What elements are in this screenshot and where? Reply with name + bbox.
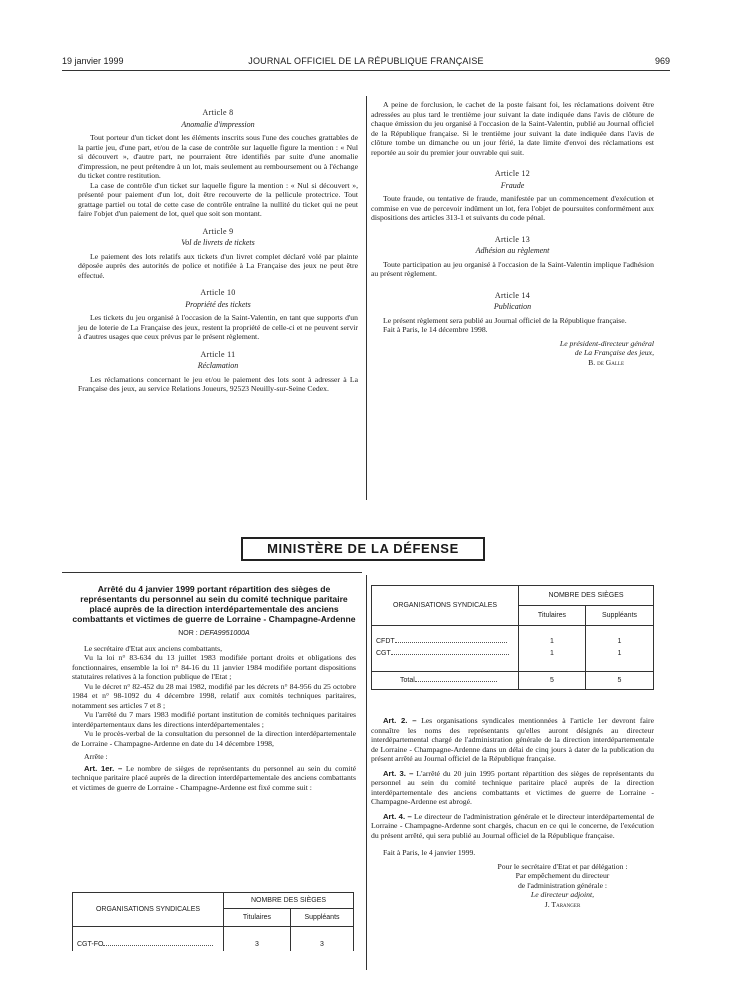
table-right-header-group: NOMBRE DES SIÈGES xyxy=(519,586,654,606)
arrete-top-rule xyxy=(62,572,362,573)
article-9-para-1: Le paiement des lots relatifs aux tickets d'un livret complet déclaré volé par plainte déposée auprès des autorités de police et notifiée à La Française des jeux ne peut être effectué. xyxy=(78,251,358,280)
table-right-row-1-org: CFDT xyxy=(376,638,395,645)
article-13-para-1: Toute participation au jeu organisé à l'occasion de la Saint-Valentin implique l'adhésion au présent règlement. xyxy=(371,259,654,278)
article-14-subtitle: Publication xyxy=(493,302,532,311)
table-right-row-2-sup: 1 xyxy=(586,648,654,660)
signature-line-4: Le directeur adjoint, xyxy=(530,890,595,899)
header-date: 19 janvier 1999 xyxy=(62,56,124,66)
fait-a-paris-top: Fait à Paris, le 14 décembre 1998. xyxy=(383,325,488,334)
arrete-word: Arrête : xyxy=(84,752,108,761)
table-right-row-2-org: CGT xyxy=(376,650,391,657)
table-right-header-org: ORGANISATIONS SYNDICALES xyxy=(372,586,519,626)
signature-line-2: Par empêchement du directeur xyxy=(515,871,610,880)
arrete-para-4: Vu l'arrêté du 7 mars 1983 modifié portant institution de comités techniques paritaires interdépartementaux dans les directions interdépartementales ; xyxy=(72,710,356,729)
article-12-title: Article 12 xyxy=(494,169,531,178)
article-9-title: Article 9 xyxy=(202,226,234,236)
table-total-row xyxy=(372,672,654,690)
arrete-title: Arrêté du 4 janvier 1999 portant répartition des sièges de représentants du personnel au sein du comité technique paritaire placé auprès de la direction interdépartementale des anciens combattants et victimes de guerre de Lorraine - Champagne-Ardenne xyxy=(72,584,356,624)
arrete-para-1: Le secrétaire d'Etat aux anciens combattants, xyxy=(84,643,222,653)
article-8-para-1: Tout porteur d'un ticket dont les éléments inscrits sous l'une des couches grattables de la partie jeu, d'une part, et/ou de la case de contrôle sur laquelle figure la mention : « Nul si découvert », d'autre part, ne pourraient être identifiés par suite d'une anomalie d'impression, ne peut prétendre à un lot, mais seulement au remboursement ou à l'échange du ticket contre restitution. xyxy=(78,133,358,180)
table-right-header-suppleants: Suppléants xyxy=(586,606,654,626)
header-journal-title: JOURNAL OFFICIEL DE LA RÉPUBLIQUE FRANÇAISE xyxy=(248,56,484,66)
table-right-total-label: Total xyxy=(400,677,415,684)
table-left-row-tit: 3 xyxy=(224,939,291,951)
ministry-banner: MINISTÈRE DE LA DÉFENSE xyxy=(241,537,485,561)
table-row xyxy=(73,939,354,951)
signature-line-3: de l'administration générale : xyxy=(517,880,608,890)
article-14-para-1: Le présent règlement sera publié au Journal officiel de la République française. xyxy=(383,315,627,325)
signature-name-top: B. de Galle xyxy=(588,357,624,367)
article-10-title: Article 10 xyxy=(200,288,236,297)
article-2-label: Art. 2. – xyxy=(383,716,417,725)
table-right-total-sup: 5 xyxy=(586,672,654,690)
nor-reference xyxy=(72,629,356,639)
arrete-column-right xyxy=(371,716,654,909)
article-1 xyxy=(72,764,356,793)
arrete-para-2: Vu la loi n° 83-634 du 13 juillet 1983 modifiée portant droits et obligations des fonctionnaires, ensemble la loi n° 84-16 du 11 janvier 1984 modifiée portant dispositions statutaires relatives à la fonction publique de l'Etat ; xyxy=(72,653,356,681)
sieges-table-right xyxy=(371,585,654,690)
table-left-header-group: NOMBRE DES SIÈGES xyxy=(224,893,354,909)
article-3-label: Art. 3. – xyxy=(383,768,414,778)
reclamation-intro: A peine de forclusion, le cachet de la poste faisant foi, les réclamations doivent être adressées au plus tard le trentième jour suivant la date indiquée dans l'avis de clôture de chaque émission du jeu organisé à l'occasion de la Saint-Valentin, publié au Journal officiel de la République française. Si le trentième jour suivant la date indiquée dans l'avis de clôture tombe un dimanche ou un jour férié, la date limite d'envoi des réclamations est reportée au soir du premier jour ouvrable qui suit. xyxy=(371,100,654,157)
table-right-total-tit: 5 xyxy=(519,672,586,690)
top-left-column xyxy=(78,100,358,394)
nor-code: DEFA9951000A xyxy=(199,630,250,637)
table-left-header-suppleants: Suppléants xyxy=(291,909,354,927)
article-9-subtitle: Vol de livrets de tickets xyxy=(181,238,255,247)
article-4 xyxy=(371,812,654,841)
article-2-text: Les organisations syndicales mentionnées à l'article 1er devront faire connaître les noms des représentants qu'elles auront désignés au directeur interdépartemental chargé de l'administration générale de la direction interdépartementale de Lorraine - Champagne-Ardenne dans un délai de cinq jours à dater de la publication du présent arrêté au Journal officiel de la République française. xyxy=(371,716,654,763)
fait-a-paris-bottom: Fait à Paris, le 4 janvier 1999. xyxy=(383,848,476,857)
signature-block-bottom xyxy=(371,862,654,910)
article-3 xyxy=(371,769,654,807)
article-11-subtitle: Réclamation xyxy=(197,361,239,370)
table-left-header-org: ORGANISATIONS SYNDICALES xyxy=(73,893,224,927)
article-13-title: Article 13 xyxy=(494,234,531,244)
table-right-row-1-sup: 1 xyxy=(586,636,654,648)
article-8-para-2: La case de contrôle d'un ticket sur laquelle figure la mention : « Nul si découvert », présenté pour paiement d'un lot, doit être recouverte de la pellicule protectrice. Tout grattage partiel ou total de cette case de contrôle entraîne la nullité du ticket qui ne peut faire l'objet d'un paiement de lot, quel que soit son montant. xyxy=(78,180,358,218)
table-right-header-titulaires: Titulaires xyxy=(519,606,586,626)
article-10-subtitle: Propriété des tickets xyxy=(185,299,251,309)
signature-title-2: de La Française des jeux, xyxy=(574,348,654,357)
article-11-para-1: Les réclamations concernant le jeu et/ou le paiement des lots sont à adresser à La Française des jeux, au service Relations Joueurs, 92523 Neuilly-sur-Seine Cedex. xyxy=(78,374,358,393)
article-4-label: Art. 4. – xyxy=(383,811,412,821)
arrete-column-left xyxy=(72,584,356,792)
article-2 xyxy=(371,716,654,764)
top-right-column xyxy=(371,100,654,367)
article-8-title: Article 8 xyxy=(202,108,234,117)
sieges-table-left xyxy=(72,892,354,951)
arrete-para-5: Vu le procès-verbal de la consultation du personnel de la direction interdépartementale de Lorraine - Champagne-Ardenne en date du 14 décembre 1998, xyxy=(72,729,356,748)
header-rule xyxy=(62,70,670,71)
article-4-text: Le directeur de l'administration générale et le directeur interdépartemental de Lorraine - Champagne-Ardenne sont chargés, chacun en ce qui le concerne, de l'exécution du présent arrêté, qui sera publié au Journal officiel de la République française. xyxy=(371,811,655,840)
arrete-para-3: Vu le décret n° 82-452 du 28 mai 1982, modifié par les décrets n° 84-956 du 25 octobre 1984 et n° 98-1092 du 4 décembre 1998, relatif aux comités techniques paritaires, notamment ses articles 7 et 8 ; xyxy=(72,681,356,710)
nor-label: NOR : xyxy=(178,630,198,637)
article-11-title: Article 11 xyxy=(200,349,236,359)
article-12-subtitle: Fraude xyxy=(500,180,525,190)
article-8-subtitle: Anomalie d'impression xyxy=(181,119,255,129)
article-13-subtitle: Adhésion au règlement xyxy=(475,246,550,255)
table-right-row-1-tit: 1 xyxy=(519,636,586,648)
signature-line-1: Pour le secrétaire d'Etat et par délégation : xyxy=(497,861,628,871)
signature-title-1: Le président-directeur général xyxy=(559,338,654,348)
page-number: 969 xyxy=(654,56,670,66)
article-14-title: Article 14 xyxy=(494,290,531,300)
table-row xyxy=(372,636,654,648)
table-left-row-org: CGT-FO xyxy=(77,941,104,948)
table-left-row-sup: 3 xyxy=(291,939,354,951)
table-right-row-2-tit: 1 xyxy=(519,648,586,660)
article-1-text: Le nombre de sièges de représentants du personnel au sein du comité technique paritaire placé auprès de la direction interdépartementale des anciens combattants et victimes de guerre de Lorraine - Champagne-Ardenne est fixé comme suit : xyxy=(72,763,357,792)
signature-name-bottom: J. Taranger xyxy=(544,899,581,909)
article-12-para-1: Toute fraude, ou tentative de fraude, manifestée par un commencement d'exécution et commise en vue de percevoir indûment un lot, fera l'objet de poursuites conformément aux dispositions des articles 313-1 et suivants du code pénal. xyxy=(371,194,654,222)
article-10-para-1: Les tickets du jeu organisé à l'occasion de la Saint-Valentin, en tant que supports d'un jeu de loterie de La Française des jeux, restent la propriété de celle-ci et ne peuvent servir à d'autres usages que ceux prévus par le présent règlement. xyxy=(78,313,358,341)
table-row xyxy=(372,648,654,660)
article-1-label: Art. 1er. – xyxy=(84,763,123,773)
column-divider-bottom xyxy=(366,575,367,970)
table-left-header-titulaires: Titulaires xyxy=(224,909,291,927)
column-divider-top xyxy=(366,96,367,500)
page-header xyxy=(62,56,670,70)
article-3-text: L'arrêté du 20 juin 1995 portant répartition des sièges de représentants du personnel au sein du comité technique paritaire placé auprès de la direction interdépartementale des anciens combattants et victimes de guerre de Lorraine - Champagne-Ardenne est abrogé. xyxy=(371,768,655,806)
